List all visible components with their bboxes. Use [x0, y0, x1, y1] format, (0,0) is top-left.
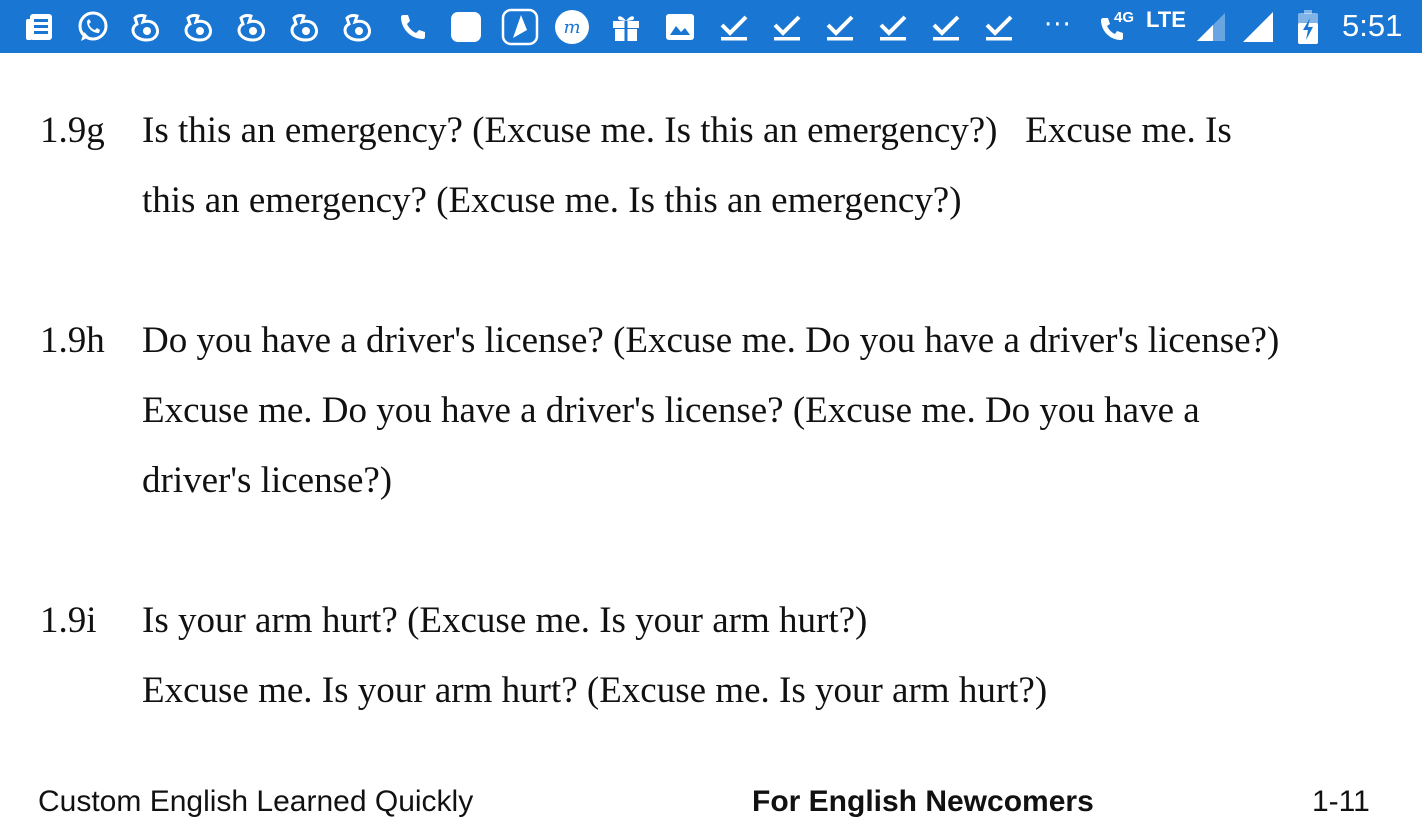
entry-text: [142, 306, 1412, 516]
svg-text:m: m: [563, 16, 581, 38]
download-done-icon: [822, 0, 858, 53]
clock-time: 5:51: [1342, 8, 1403, 43]
image-icon: [662, 0, 698, 53]
entry-line: Do you have a driver's license? (Excuse me. Do you have a driver's license?): [142, 320, 1280, 361]
network-type-label: 4G: [1114, 9, 1135, 26]
phone-icon: [395, 0, 431, 53]
uc-browser-icon: [127, 0, 165, 53]
download-done-icon: [716, 0, 752, 53]
footer-center: For English Newcomers: [752, 785, 1094, 818]
footer-page-number: 1-11: [1312, 785, 1370, 818]
messenger-m-icon: [552, 0, 592, 53]
entry-line: Excuse me. Is your arm hurt? (Excuse me. Is your arm hurt?): [142, 670, 1048, 711]
signal-strength-icon: [1194, 0, 1228, 53]
entry-line: Excuse me. Do you have a driver's license? (Excuse me. Do you have a: [142, 390, 1200, 431]
entry-line: driver's license?): [142, 460, 393, 501]
footer-left: Custom English Learned Quickly: [38, 785, 474, 818]
more-notifications-icon: ···: [1044, 10, 1072, 40]
paytm-icon: [500, 0, 540, 53]
entry-number: 1.9i: [40, 600, 97, 641]
uc-browser-icon: [180, 0, 218, 53]
download-done-icon: [928, 0, 964, 53]
status-bar: [0, 0, 1422, 53]
entry-line: this an emergency? (Excuse me. Is this an emergency?): [142, 180, 962, 221]
news-icon: [22, 0, 58, 53]
whatsapp-icon: [74, 0, 112, 53]
download-done-icon: [875, 0, 911, 53]
uc-browser-icon: [233, 0, 271, 53]
signal-strength-icon: [1240, 0, 1276, 53]
entry-line: Is your arm hurt? (Excuse me. Is your arm hurt?): [142, 600, 868, 641]
download-done-icon: [981, 0, 1017, 53]
battery-charging-icon: [1294, 0, 1322, 53]
blank-app-icon: [448, 0, 484, 53]
lte-label: LTE: [1146, 7, 1186, 32]
entry-text: [142, 96, 1412, 236]
entry-number: 1.9h: [40, 320, 105, 361]
uc-browser-icon: [286, 0, 324, 53]
volte-phone-icon: [1098, 0, 1128, 53]
entry-number: 1.9g: [40, 110, 105, 151]
download-done-icon: [769, 0, 805, 53]
entry-line: Is this an emergency? (Excuse me. Is this an emergency?) Excuse me. Is: [142, 110, 1232, 151]
gift-icon: [608, 0, 644, 53]
uc-browser-icon: [339, 0, 377, 53]
entry-text: [142, 586, 1412, 726]
